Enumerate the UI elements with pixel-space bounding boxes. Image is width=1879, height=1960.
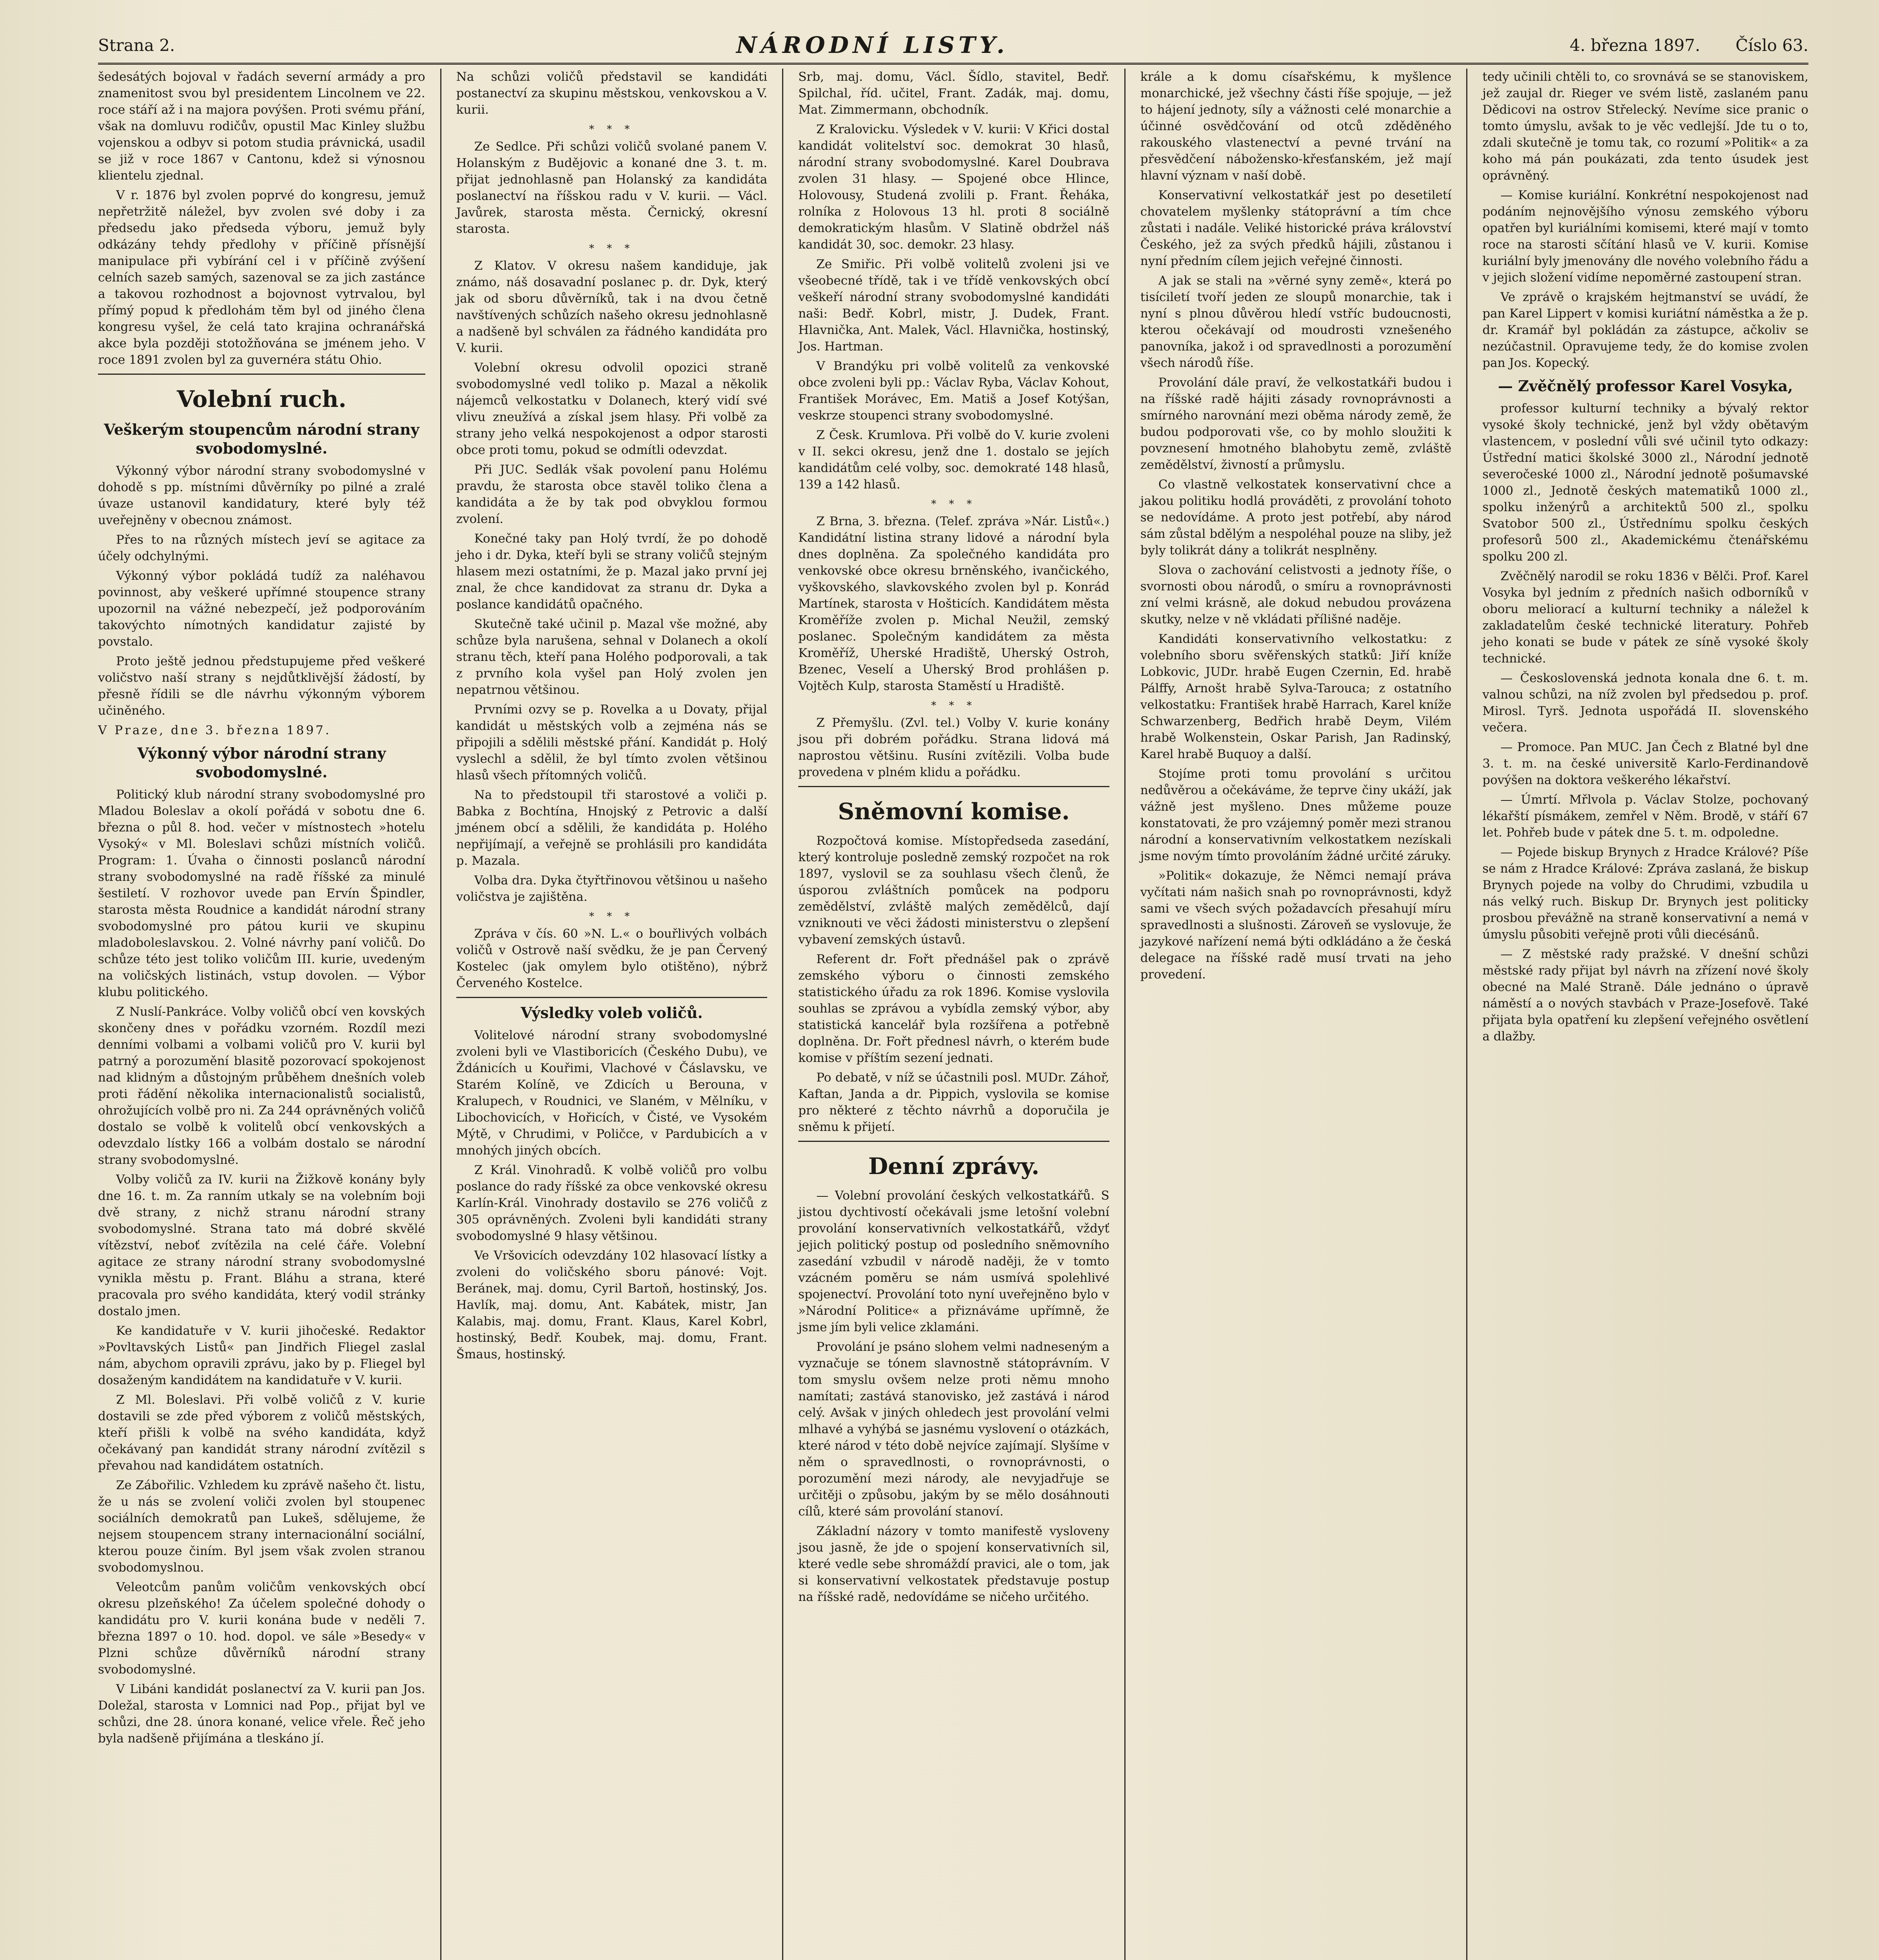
article-paragraph: Co vlastně velkostatek konservativní chce a jakou politiku hodlá prováděti, z provolání tohoto se nedovídáme. A proto jest potřebí, aby národ sám zůstal bdělým a nespoléhal pouze na sliby, jež byly tolikrát dány a tolikrát nesplněny. [1140,477,1452,557]
article-paragraph: professor kulturní techniky a bývalý rektor vysoké školy technické, jenž byl vždy obětavým vlastencem, v poslední vůli své učinil tyto odkazy: Ústřední matici školské 3000 zl., Národní jednotě severočeské 1000 zl., Národní jednotě pošumavské 1000 zl., Jednotě českých matematiků 1000 zl., spolku inženýrů a architektů 500 zl., spolku Svatobor 500 zl., Ústřednímu spolku českých profesorů 500 zl., Akademickému čtenářskému spolku 200 zl. [1482,401,1808,564]
article-paragraph: Na schůzi voličů představil se kandidáti postanectví za skupinu městskou, venkovskou a V. kurii. [456,70,768,117]
divider [798,786,1109,787]
article-paragraph: — Z městské rady pražské. V dnešní schůzi městské rady přijat byl návrh na zřízení nové školy obecné na Malé Straně. Dále jednáno o úpravě náměstí a o nových stavbách v Praze-Josefově. Také přijata byla opatření ku zlepšení veřejného osvětlení a dlažby. [1482,947,1808,1044]
article-paragraph: Skutečně také učinil p. Mazal vše možné, aby schůze byla narušena, sehnal v Dolanech a okolí stranu těch, kteří pana Holého podporovali, a tak z prvního kola vyšel pan Holý zvolen jen nepatrnou většinou. [456,617,768,697]
article-paragraph: V Brandýku pri volbě volitelů za venkovské obce zvoleni byli pp.: Václav Ryba, Václav Kohout, František Morávec, Em. Matiš a Josef Kotýšan, veskrze stoupenci strany svobodomyslné. [798,359,1109,423]
article-paragraph: Z Brna, 3. března. (Telef. zpráva »Nár. Listů«.) Kandidátní listina strany lidové a národní byla dnes doplněna. Za společného kandidáta pro venkovské obce okresu brněnského, ivančického, vyškovského, slavkovského zvolen byl p. Konrád Martínek, starosta v Hošticích. Kandidátem města Kroměříže zvolen p. Michal Neužil, zemský poslanec. Společným kandidátem za města Kroměříž, Uherské Hradiště, Uherský Ostroh, Bzenec, Veselí a Uherský Brod prohlášen p. Vojtěch Kulp, starosta Staměstí u Hradiště. [798,514,1109,693]
article-paragraph: krále a k domu císařskému, k myšlence monarchické, jež všechny části říše spojuje, — jež to hájení jednoty, síly a vážnosti celé monarchie a účinné osvědčování od otců zděděného rakouského vlastenectví a pevné trvání na přesvědčení nábožensko-křesťanském, jež mají hlavní význam v naší době. [1140,70,1452,183]
article-paragraph: — Volební provolání českých velkostatkářů. S jistou dychtivostí očekávali jsme letošní volební provolání konservativních velkostatkářů, vždyť jejich politický postup od posledního sněmovního zasedání vzbudil v národě naději, že v tomto vzácném poměru se nám usmívá spolehlivé spojenectví. Provolání toto nyní uveřejněno bylo v »Národní Politice« a přiznáváme upřímně, že jsme jím byli velice zklamáni. [798,1189,1109,1334]
article-paragraph: Z Česk. Krumlova. Při volbě do V. kurie zvoleni v II. sekci okresu, jenž dne 1. dostalo se jejích kandidátům celé volby, soc. demokraté 148 hlasů, 139 a 142 hlasů. [798,428,1109,492]
article-paragraph: Srb, maj. domu, Václ. Šídlo, stavitel, Bedř. Spilchal, říd. učitel, Frant. Zadák, maj. domu, Mat. Zimmermann, obchodník. [798,70,1109,117]
separator-stars: * * * [931,498,977,510]
header-right [1570,36,1808,55]
divider [98,374,425,375]
article-paragraph: — Komise kuriální. Konkrétní nespokojenost nad podáním nejnovějšího výnosu zemského výboru opatřen byl kuriálními komisemi, které mají v tomto roce na starosti sčítání hlasů ve V. kurii. Komise kuriální byly jmenovány dle nového volebního řádu a v jejich složení vidíme nepoměrné zastoupení stran. [1482,188,1808,285]
section-heading: Denní zprávy. [868,1153,1040,1180]
article-paragraph: Stojíme proti tomu provolání s určitou nedůvěrou a očekáváme, že teprve činy ukáží, jak vážně jest myšleno. Dnes můžeme pouze konstatovati, že pro vzájemný poměr mezi stranou národní a konservativním velkostatkem nezískali jsme novým tímto provoláním žádné určité záruky. [1140,767,1452,863]
issue-number: Číslo 63. [1735,35,1808,55]
article-paragraph: Prvními ozvy se p. Rovelka a u Dovaty, přijal kandidát u městských volb a zejména nás se připojili a sdělili městské přání. Kandidát p. Holý vyslechl a sdělil, že byl tímto zvolen většinou hlasů všech přítomných voličů. [456,702,768,782]
article-paragraph: Volitelové národní strany svobodomyslné zvoleni byli ve Vlastiboricích (Českého Dubu), ve Ždánicích u Kouřimi, Vlachové v Čáslavsku, ve Starém Kolíně, ve Zdicích u Berouna, v Kralupech, v Roudnici, ve Slaném, v Mělníku, v Libochovicích, v Hořicích, v Čisté, ve Vysokém Mýtě, v Chrudimi, v Poličce, v Pardubicích a v mnohých jiných obcích. [456,1028,768,1158]
article-subheading: Veškerým stoupencům národní strany svobodomyslné. [103,421,419,457]
section-heading: Volební ruch. [176,386,347,412]
article-paragraph: Z Přemyšlu. (Zvl. tel.) Volby V. kurie konány jsou při dobrém pořádku. Strana lidová má naprostou většinu. Rusíni zvítězili. Volba bude provedena v plném klidu a pořádku. [798,716,1109,779]
article-paragraph: V Libáni kandidát poslanectví za V. kurii pan Jos. Doležal, starosta v Lomnici nad Pop., přijat byl ve schůzi, dne 28. února konané, velice vřele. Řeč jeho byla nadšeně přijímána a tleskáno jí. [98,1682,425,1746]
issue-date: 4. března 1897. [1569,35,1700,55]
divider [456,997,768,998]
column-5 [1466,69,1808,1960]
column-1 [98,69,440,1960]
article-paragraph: Provolání dále praví, že velkostatkáři budou i na říšské radě hájiti zásady rovnoprávnosti a smírného narovnání mezi oběma národy země, že budou podporovati vše, co by mohlo sloužiti k povznesení hmotného blahobytu země, zvláště zemědělství, živností a průmyslu. [1140,376,1452,472]
article-paragraph: — Úmrtí. Mřlvola p. Václav Stolze, pochovaný lékařští písmákem, zemřel v Něm. Brodě, v stáří 67 let. Pohřeb bude v pátek dne 5. t. m. odpoledne. [1482,793,1808,840]
article-subheading: — Zvěčnělý professor Karel Vosyka, [1498,377,1793,395]
column-2 [440,69,782,1960]
article-paragraph: Po debatě, v níž se účastnili posl. MUDr. Záhoř, Kaftan, Janda a dr. Pippich, vyslovila se komise pro některé z těchto návrhů a doporučila je sněmu k přijetí. [798,1071,1109,1134]
separator-stars: * * * [589,123,635,135]
article-paragraph: Kandidáti konservativního velkostatku: z volebního sboru svěřenských statků: Jiří kníže Lobkovic, JUDr. hrabě Eugen Czernin, Ed. hrabě Pálffy, Arnošt hrabě Sylva-Tarouca; z ostatního velkostatku: František hrabě Harrach, Karel kníže Schwarzenberg, Bedřich hrabě Deym, Vilém hrabě Wolkenstein, Oskar Parish, Jan Radinský, Karel hrabě Buquoy a další. [1140,632,1452,761]
article-paragraph: Přes to na různých místech jeví se agitace za účely odchylnými. [98,533,425,563]
article-paragraph: Ze Smiřic. Při volbě volitelů zvoleni jsi ve všeobecné třídě, tak i ve třídě venkovských obcí veškeří národní strany svobodomyslné kandidáti naši: Bedř. Kobrl, mistr, J. Dudek, Frant. Hlavnička, Ant. Malek, Václ. Hlavnička, hostinský, Jos. Hartman. [798,257,1109,354]
newspaper-title: NÁRODNÍ LISTY. [736,32,1009,58]
article-paragraph: — Promoce. Pan MUC. Jan Čech z Blatné byl dne 3. t. m. na české universitě Karlo-Ferdinandově povýšen na doktora veškerého lékařství. [1482,740,1808,787]
article-paragraph: Referent dr. Fořt přednášel pak o zprávě zemského výboru o činnosti zemského statistického úřadu za rok 1896. Komise vyslovila souhlas se zprávou a vybídla zemský výbor, aby statistická kancelář byla rozšířena a potřebně doplněna. Dr. Fořt přednesl návrh, o kterém bude komise v příštím sezení jednati. [798,952,1109,1065]
article-paragraph: Z Nuslí-Pankráce. Volby voličů obcí ven kovských skončeny dnes v pořádku vzorném. Rozdíl mezi denními volbami a volbami voličů pro V. kurii byl patrný a porozumění blasitě pozorovací spokojenost nad klidným a důstojným průběhem dnešních voleb proti řádění několika internacionalistů socialistů, ohrožujících volbě pro ni. Za 244 oprávněných voličů dostalo se volbě k volitelů obcí venkovských a odevzdalo lístky 166 a volbám dostalo se národní strany svobodomyslné. [98,1005,425,1167]
article-paragraph: Konečné taky pan Holý tvrdí, že po dohodě jeho i dr. Dyka, kteří byli se strany voličů stejným hlasem mezi ostatními, že p. Mazal jako první jej znal, že chce kandidovat za stranu dr. Dyka a poslance kandidátů opačného. [456,532,768,612]
article-paragraph: Výkonný výbor pokládá tudíž za naléhavou povinnost, aby veškeré upřímné stoupence strany upozornil na vážné nebezpečí, jež podporováním takovýchto nímotných kandidatur zajisté by povstalo. [98,569,425,649]
article-paragraph: tedy učinili chtěli to, co srovnává se se stanoviskem, jež zaujal dr. Rieger ve svém listě, zaslaném panu Dědicovi na ostrov Střelecký. Nevíme sice pranic o tomto úmyslu, avšak to je věc vedlejší. Jde tu o to, zdali skutečně je tomu tak, co rozumí »Politik« a za koho má pán poukázati, zda tento úsudek jest oprávněný. [1482,70,1808,183]
article-paragraph: šedesátých bojoval v řadách severní armády a pro znamenitost svou byl presidentem Lincolnem ve 22. roce stáří až i na majora povýšen. Proti svému přání, však na domluvu rodičův, opustil Mac Kinley službu vojenskou a odbyv si potom studia právnická, usadil se již v roce 1867 v Cantonu, kdež si výnosnou klientelu zjednal. [98,70,425,183]
article-paragraph: Veleotcům panům voličům venkovských obcí okresu plzeňského! Za účelem společné dohody o kandidátu pro V. kurii konána bude v neděli 7. března 1897 o 10. hod. dopol. ve sále »Besedy« v Plzni schůze důvěrníků národní strany svobodomyslné. [98,1580,425,1677]
article-paragraph: Proto ještě jednou předstupujeme před veškeré voličstvo naší strany s nejdůtklivější žádostí, by přesně řídili se dle návrhu výkonným výborem učiněného. [98,654,425,718]
article-paragraph: Politický klub národní strany svobodomyslné pro Mladou Boleslav a okolí pořádá v sobotu dne 6. března o půl 8. hod. večer v místnostech »hotelu Vysoký« v Ml. Boleslavi schůzi místních voličů. Program: 1. Úvaha o činnosti poslanců národní strany svobodomyslné na radě říšské za minulé šestiletí. V rozhovor uvede pan Ervín Špindler, starosta města Roudnice a kandidát národní strany svobodomyslné pro pátou kurii ve skupinu mladoboleslavskou. 2. Volné návrhy paní voličů. Do schůze této jest toliko voličům III. kurie, uvedeným na voličských listinách, vstup dovolen. — Výbor klubu politického. [98,788,425,999]
article-paragraph: Na to předstoupil tři starostové a voliči p. Babka z Bochtína, Hnojský z Petrovic a další jménem obcí a sdělili, že kandidáta p. Holého nepřijímají, a veřejně se prohlásili pro kandidáta p. Mazala. [456,788,768,868]
article-paragraph: Ze Sedlce. Při schůzi voličů svolané panem V. Holanským z Budějovic a konané dne 3. t. m. přijat jednohlasně pan Holanský za kandidáta poslanectví na říšskou radu v V. kurii. — Václ. Javůrek, starosta města. Černický, okresní starosta. [456,140,768,236]
article-paragraph: Konservativní velkostatkář jest po desetiletí chovatelem myšlenky státoprávní a tím chce zůstati i nadále. Veliké historické práva království Českého, jež za svých předků hájili, zůstanou i nyní předním cílem jejich veřejné činnosti. [1140,188,1452,268]
article-paragraph: Z Kralovicku. Výsledek v V. kurii: V Křici dostal kandidát volitelství soc. demokrat 30 hlasů, národní strany svobodomyslné. Karel Doubrava zvolen 31 hlasy. — Spojené obce Hlince, Holovousy, Studená zvolili p. Frant. Řeháka, rolníka z Holovous 13 hl. proti 8 sociálně demokratickým hlasům. V Slatině obdržel náš kandidát 30, soc. demokr. 23 hlasy. [798,122,1109,252]
signature-date: V Praze, dne 3. března 1897. [98,723,331,737]
article-paragraph: Volby voličů za IV. kurii na Žižkově konány byly dne 16. t. m. Za ranním utkaly se na volebním boji dvě strany, z nichž stranu národní strany svobodomyslné. Strana tato má dobré skvělé vítězství, neboť zvítězila na celé čáře. Volební agitace ze strany národní strany svobodomyslné vynikla městu p. Frant. Bláhu a strana, které pracovala pro svého kandidáta, který vodil stránky dostalo jmen. [98,1172,425,1318]
article-paragraph: Provolání je psáno slohem velmi nadneseným a vyznačuje se tónem slavnostně státoprávním. V tom smyslu ovšem nelze proti němu mnoho namítati; zastává stanovisko, jež zastává i národ celý. Avšak v jiných ohledech jest provolání velmi mlhavé a vyhýbá se jasnému vyslovení o otázkách, které národ v této době nejvíce zajímají. Slyšíme v něm o spravedlnosti, o rovnoprávnosti, o porozumění mezi národy, ale nevyjadřuje se určitěji o způsobu, jakým by se mělo dosáhnouti cílů, které sám provolání stanoví. [798,1340,1109,1519]
column-3 [782,69,1124,1960]
article-paragraph: Rozpočtová komise. Místopředseda zasedání, který kontroluje posledně zemský rozpočet na rok 1897, vyslovil se za souhlasu všech členů, že úsporou zvláštních pomůcek na podporu zemědělství, zvláště malých zemědělců, dají vzniknouti ve věci žádosti ministerstvu o zlepšení vybavení zemských ústavů. [798,834,1109,947]
article-paragraph: — Pojede biskup Brynych z Hradce Králové? Píše se nám z Hradce Králové: Zpráva zaslaná, že biskup Brynych pojede na volby do Chrudimi, vzbudila u nás velký ruch. Biskup Dr. Brynych jest politicky prosbou převážně na straně konservativní a nemá v úmyslu působiti veřejně proti vůli diecésánů. [1482,845,1808,942]
article-paragraph: Při JUC. Sedlák však povolení panu Holému pravdu, že starosta obce stavěl toliko člena a kandidáta a že by tak pod obvyklou formou zvolení. [456,463,768,526]
article-paragraph: — Československá jednota konala dne 6. t. m. valnou schůzi, na níž zvolen byl předsedou p. prof. Mirosl. Tyrš. Jednota uspořádá II. slovenského večera. [1482,671,1808,735]
article-paragraph: Slova o zachování celistvosti a jednoty říše, o svornosti obou národů, o smíru a rovnoprávnosti zní velmi krásně, ale dokud nebudou provázena skutky, nelze v ně vkládati přílišné naděje. [1140,563,1452,626]
article-paragraph: Ve zprávě o krajském hejtmanství se uvádí, že pan Karel Lippert v komisi kuriátní náměstka a že p. dr. Kramář byl pokládán za zástupce, ačkoliv se nezúčastnil. Opravujeme tedy, že do komise zvolen pan Jos. Kopecký. [1482,290,1808,370]
article-paragraph: Z Klatov. V okresu našem kandiduje, jak známo, náš dosavadní poslanec p. dr. Dyk, který jak od sboru důvěrníků, tak i na dvou četně navštívených schůzích našeho okresu jednohlasně a nadšeně byl schválen za řádného kandidáta pro V. kurii. [456,259,768,355]
article-paragraph: V r. 1876 byl zvolen poprvé do kongresu, jemuž nepřetržitě náležel, byv zvolen své doby i za předsedu jako předseda výboru, jemuž byly odkázány tehdy předlohy v příčině přísnější manipulace při vybírání cel i v příčině zvýšení celních sazeb samých, sazenoval se za jich zastánce a takovou rozhodnost a bojovnost vytrvalou, byl přímý popud k předlohám těm byl od jiného člena kongresu vyšel, že celá tato krajina ochranářská akce byla později stotožňována se jménem jeho. V roce 1891 zvolen byl za guvernéra státu Ohio. [98,188,425,367]
article-paragraph: Volba dra. Dyka čtyřtřinovou většinou u našeho voličstva je zajištěna. [456,873,768,904]
article-paragraph: Výkonný výbor národní strany svobodomyslné v dohodě s pp. místními důvěrníky po pilné a zralé úvaze ustanovil kandidatury, které byly též uveřejněny v obecnou známost. [98,464,425,527]
article-paragraph: Z Král. Vinohradů. K volbě voličů pro volbu poslance do rady říšské za obce venkovské okresu Karlín-Král. Vinohrady dostavilo se 276 voličů z 305 oprávněných. Zvoleni byli kandidáti strany svobodomyslné 9 hlasy většinou. [456,1163,768,1243]
separator-stars: * * * [589,911,635,922]
signature: Výkonný výbor národní strany svobodomyslné. [137,744,386,781]
article-paragraph: Ke kandidatuře v V. kurii jihočeské. Redaktor »Povltavských Listů« pan Jindřich Fliegel zaslal nám, abychom opravili zprávu, jako by p. Fliegel byl dosaženým kandidátem na kandidatuře v V. kurii. [98,1324,425,1387]
section-heading: Sněmovní komise. [838,798,1070,825]
article-paragraph: Ze Zábořilic. Vzhledem ku zprávě našeho čt. listu, že u nás se zvolení voliči zvolen byl stoupenec sociálních demokratů pan Lukeš, sdělujeme, že nejsem stoupencem strany internacionální sociální, kterou pouze činím. Byl jsem však zvolen stranou svobodomyslnou. [98,1478,425,1575]
article-paragraph: Zvěčnělý narodil se roku 1836 v Bělči. Prof. Karel Vosyka byl jedním z předních našich odborníků v oboru meliorací a kulturní techniky a náležel k zakladatelům české technické literatury. Pohřeb jeho konati se bude v pátek ze síně vysoké školy technické. [1482,569,1808,666]
article-paragraph: Z Ml. Boleslavi. Při volbě voličů z V. kurie dostavili se zde před výborem z voličů městských, kteří přišli k volbě na svého kandidáta, když očekávaný pan kandidát strany národní zvítězil s převahou nad kandidátem ostatních. [98,1393,425,1473]
page-number: Strana 2. [98,35,175,55]
separator-stars: * * * [589,243,635,254]
article-columns [98,69,1808,1960]
article-paragraph: Základní názory v tomto manifestě vysloveny jsou jasně, že jde o spojení konservativních sil, které vedle sebe shromáždí pravici, ale o tom, jak si konservativní velkostatek představuje postup na říšské radě, nedovídáme se ničeho určitého. [798,1524,1109,1604]
article-subheading: Výsledky voleb voličů. [521,1004,703,1022]
column-4 [1124,69,1467,1960]
article-paragraph: Volební okresu odvolil opozici straně svobodomyslné vedl toliko p. Mazal a několik nájemců velkostatku v Dolanech, který vidí své vlivu zneužívá a získal jsem hlasy. Při volbě za strany jeho velká nespokojenost a odpor starosti obce proti tomu, pokud se odmítli odevzdat. [456,361,768,457]
separator-stars: * * * [931,700,977,711]
page-header [98,27,1808,65]
article-paragraph: Ve Vršovicích odevzdány 102 hlasovací lístky a zvoleni do voličského sboru pánové: Vojt. Beránek, maj. domu, Cyril Bartoň, hostinský, Jos. Havlík, maj. domu, Ant. Kabátek, mistr, Jan Kalabis, maj. domu, Frant. Klaus, Karel Kobrl, hostinský, Bedř. Koubek, maj. domu, Frant. Šmaus, hostinský. [456,1249,768,1361]
divider [798,1141,1109,1142]
article-paragraph: »Politik« dokazuje, že Němci nemají práva vyčítati nám našich snah po rovnoprávnosti, když sami ve všech svých požadavcích přesahují míru spravedlnosti a slušnosti. Zároveň se vyslovuje, že jazykové nařízení nemá býti odkládáno a že česká delegace na říšské radě musí trvati na jeho provedení. [1140,869,1452,982]
article-paragraph: A jak se stali na »věrné syny země«, která po tisíciletí tvoří jeden ze sloupů monarchie, tak i nyní s plnou důvěrou hledí vstříc budoucnosti, kterou očekávají od moudrosti vznešeného panovníka, jakož i od spravedlnosti a porozumění všech národů říše. [1140,274,1452,370]
article-paragraph: Zpráva v čís. 60 »N. L.« o bouřlivých volbách voličů v Ostrově naší svědku, že je pan Červený Kostelec (jak omylem bylo otištěno), nýbrž Červeného Kostelce. [456,927,768,990]
